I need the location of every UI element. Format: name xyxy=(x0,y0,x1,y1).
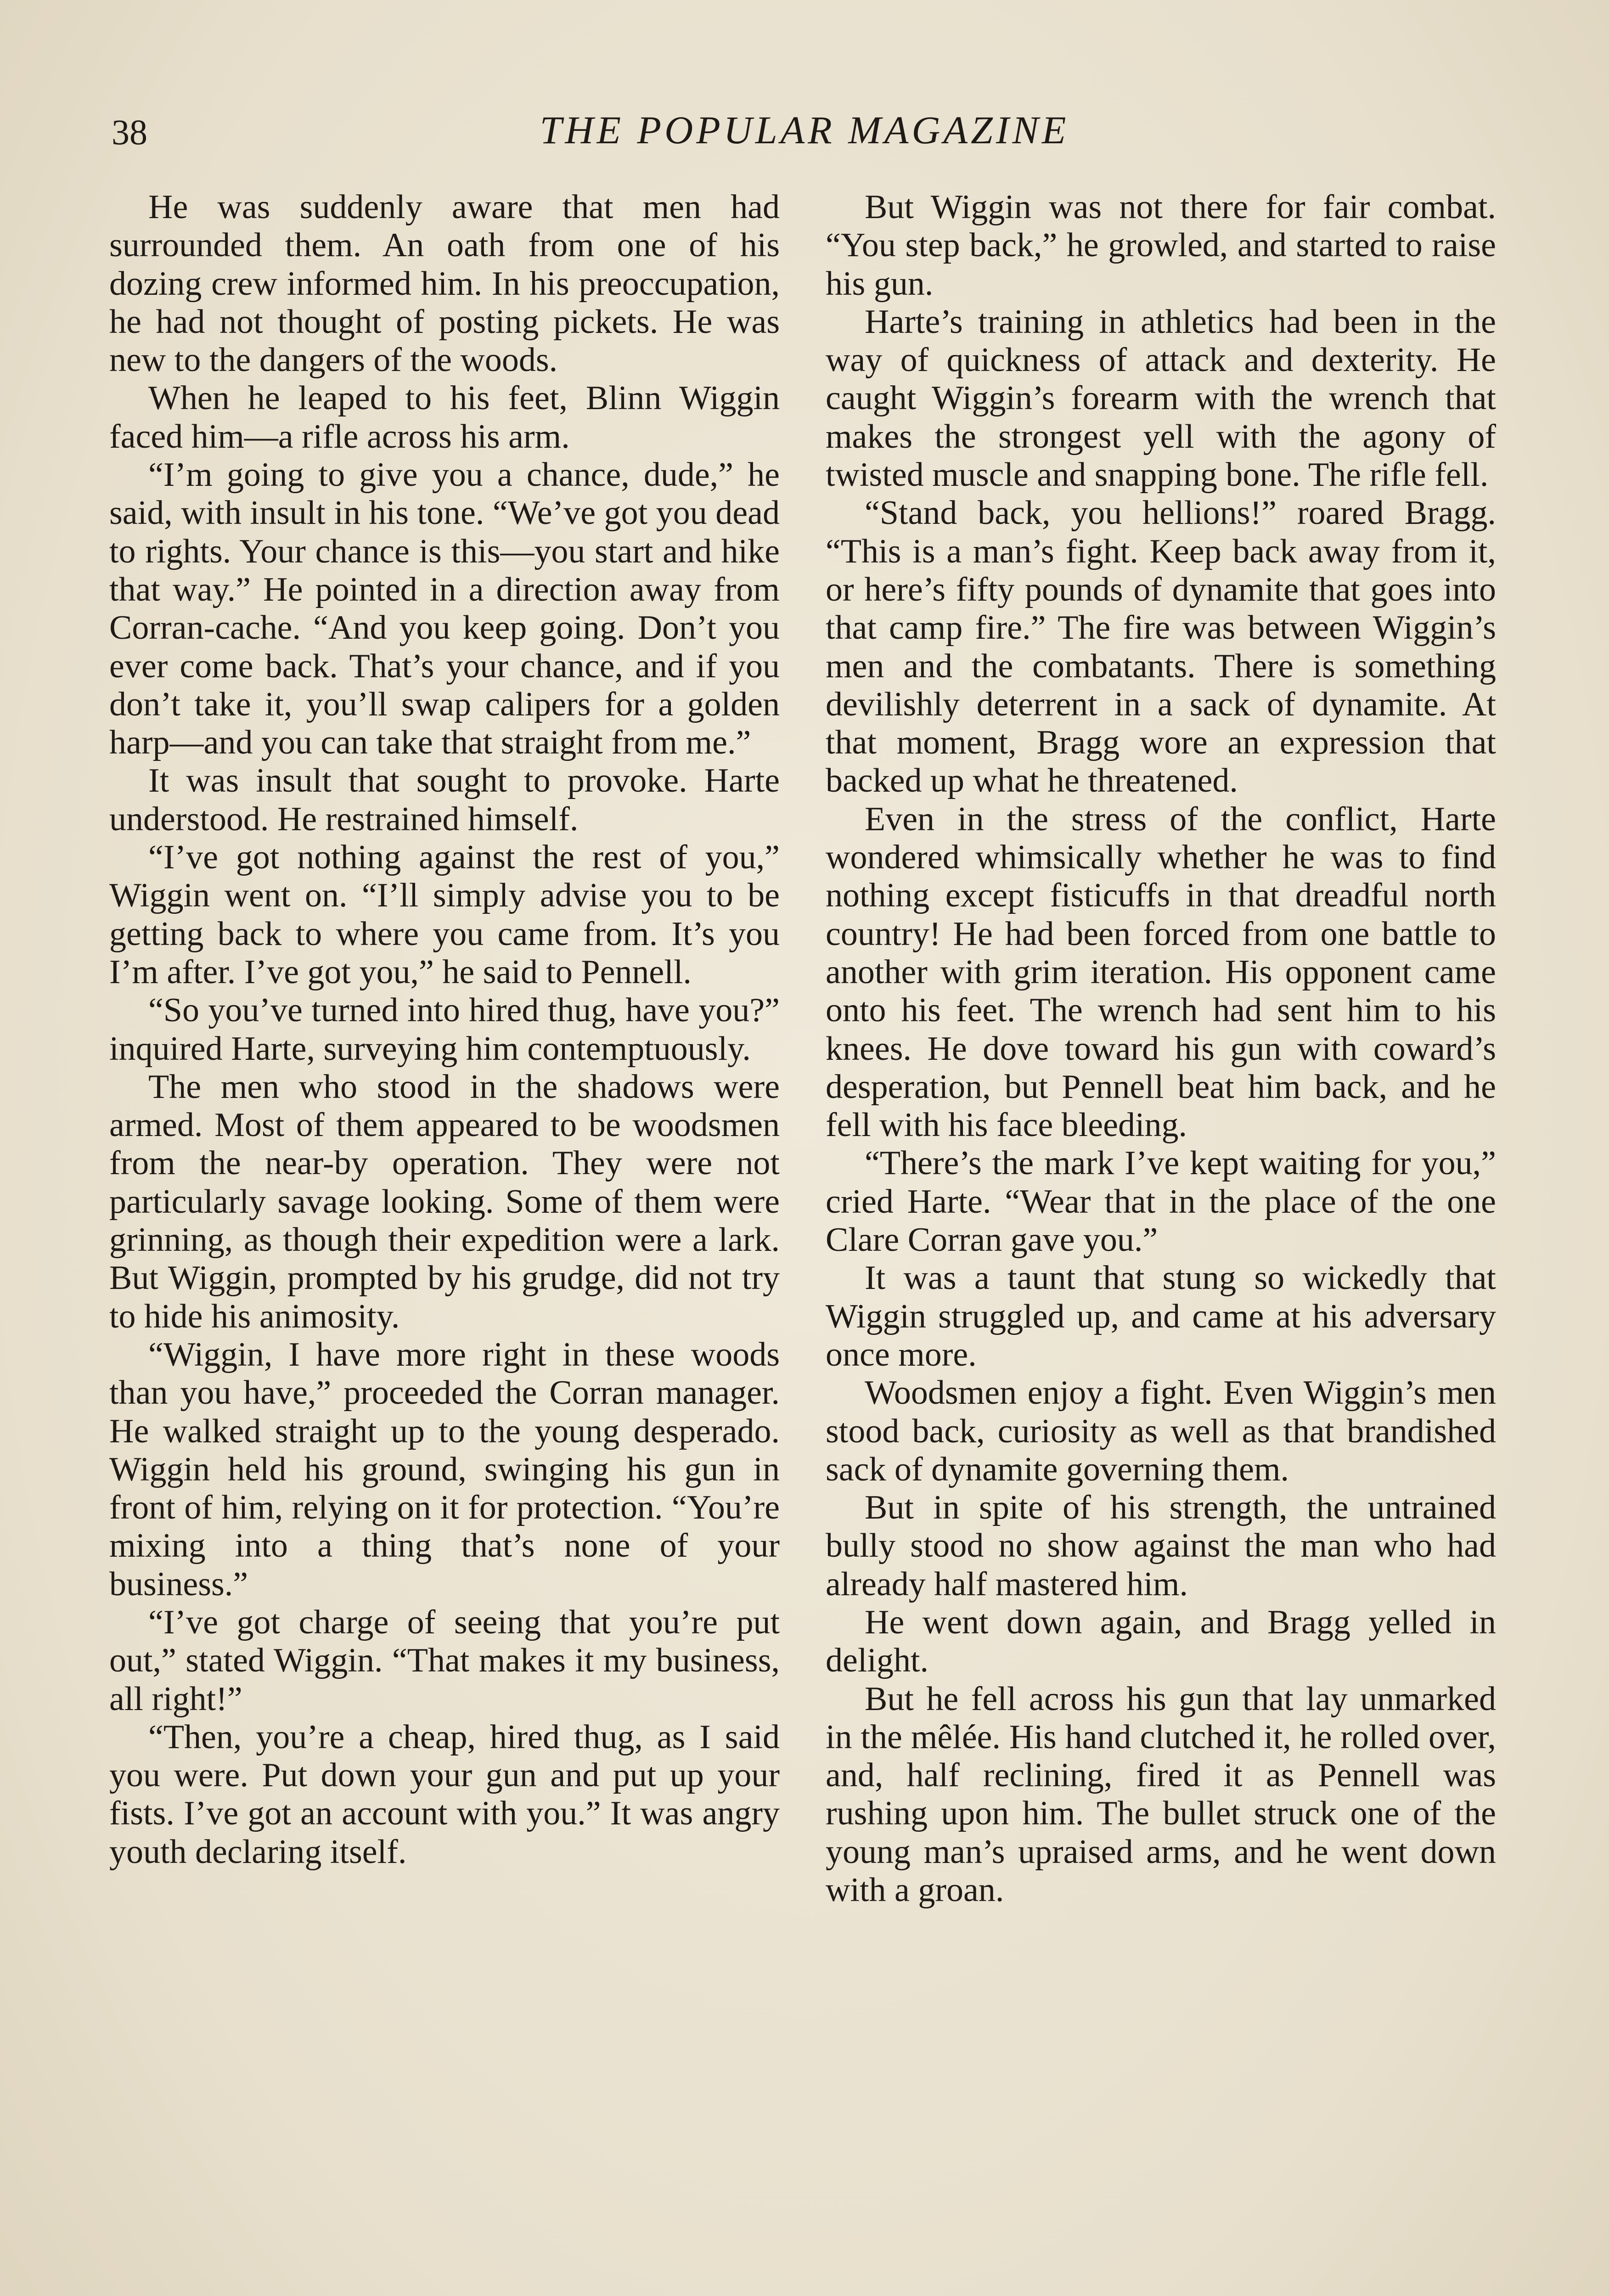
paragraph: “So you’ve turned into hired thug, have you?” inquired Harte, surveying him contemptuously. xyxy=(109,991,780,1068)
paragraph: “I’m going to give you a chance, dude,” he said, with insult in his tone. “We’ve got you dead to rights. Your chance is this—you start and hike that way.” He pointed in a direction away from Corran-cache. “And you keep going. Don’t you ever come back. That’s your chance, and if you don’t take it, you’ll swap calipers for a golden harp—and you can take that straight from me.” xyxy=(109,456,780,762)
paragraph: But in spite of his strength, the untrained bully stood no show against the man who had already half mastered him. xyxy=(826,1489,1496,1603)
paragraph: “There’s the mark I’ve kept waiting for you,” cried Harte. “Wear that in the place of the one Clare Corran gave you.” xyxy=(826,1144,1496,1259)
paragraph: He was suddenly aware that men had surrounded them. An oath from one of his dozing crew informed him. In his preoccupation, he had not thought of posting pickets. He was new to the dangers of the woods. xyxy=(109,188,780,379)
paragraph: It was insult that sought to provoke. Harte understood. He restrained himself. xyxy=(109,762,780,838)
right-column xyxy=(826,188,1496,1909)
paragraph: “Wiggin, I have more right in these woods than you have,” proceeded the Corran manager. He walked straight up to the young desperado. Wiggin held his ground, swinging his gun in front of him, relying on it for protection. “You’re mixing into a thing that’s none of your business.” xyxy=(109,1335,780,1603)
paragraph: The men who stood in the shadows were armed. Most of them appeared to be woodsmen from the near-by operation. They were not particularly savage looking. Some of them were grinning, as though their expedition were a lark. But Wiggin, prompted by his grudge, did not try to hide his animosity. xyxy=(109,1068,780,1335)
paragraph: Woodsmen enjoy a fight. Even Wiggin’s men stood back, curiosity as well as that brandished sack of dynamite governing them. xyxy=(826,1374,1496,1488)
paragraph: But he fell across his gun that lay unmarked in the mêlée. His hand clutched it, he rolled over, and, half reclining, fired it as Pennell was rushing upon him. The bullet struck one of the young man’s upraised arms, and he went down with a groan. xyxy=(826,1680,1496,1909)
page-header xyxy=(0,103,1609,154)
paragraph: “Stand back, you hellions!” roared Bragg. “This is a man’s fight. Keep back away from it, or here’s fifty pounds of dynamite that goes into that camp fire.” The fire was between Wiggin’s men and the combatants. There is something devilishly deterrent in a sack of dynamite. At that moment, Bragg wore an expression that backed up what he threatened. xyxy=(826,494,1496,800)
paragraph: But Wiggin was not there for fair combat. “You step back,” he growled, and started to raise his gun. xyxy=(826,188,1496,303)
paragraph: “Then, you’re a cheap, hired thug, as I said you were. Put down your gun and put up your fists. I’ve got an account with you.” It was angry youth declaring itself. xyxy=(109,1718,780,1871)
page-number: 38 xyxy=(112,112,147,152)
paragraph: It was a taunt that stung so wickedly that Wiggin struggled up, and came at his adversary once more. xyxy=(826,1259,1496,1373)
magazine-title: THE POPULAR MAGAZINE xyxy=(540,108,1069,152)
paragraph: He went down again, and Bragg yelled in delight. xyxy=(826,1603,1496,1680)
paragraph: Harte’s training in athletics had been in the way of quickness of attack and dexterity. He caught Wiggin’s forearm with the wrench that makes the strongest yell with the agony of twisted muscle and snapping bone. The rifle fell. xyxy=(826,303,1496,494)
left-column xyxy=(109,188,780,1871)
paragraph: “I’ve got charge of seeing that you’re put out,” stated Wiggin. “That makes it my business, all right!” xyxy=(109,1603,780,1718)
paragraph: When he leaped to his feet, Blinn Wiggin faced him—a rifle across his arm. xyxy=(109,379,780,456)
paragraph: “I’ve got nothing against the rest of you,” Wiggin went on. “I’ll simply advise you to be getting back to where you came from. It’s you I’m after. I’ve got you,” he said to Pennell. xyxy=(109,838,780,991)
paragraph: Even in the stress of the conflict, Harte wondered whimsically whether he was to find nothing except fisticuffs in that dreadful north country! He had been forced from one battle to another with grim iteration. His opponent came onto his feet. The wrench had sent him to his knees. He dove toward his gun with coward’s desperation, but Pennell beat him back, and he fell with his face bleeding. xyxy=(826,800,1496,1144)
